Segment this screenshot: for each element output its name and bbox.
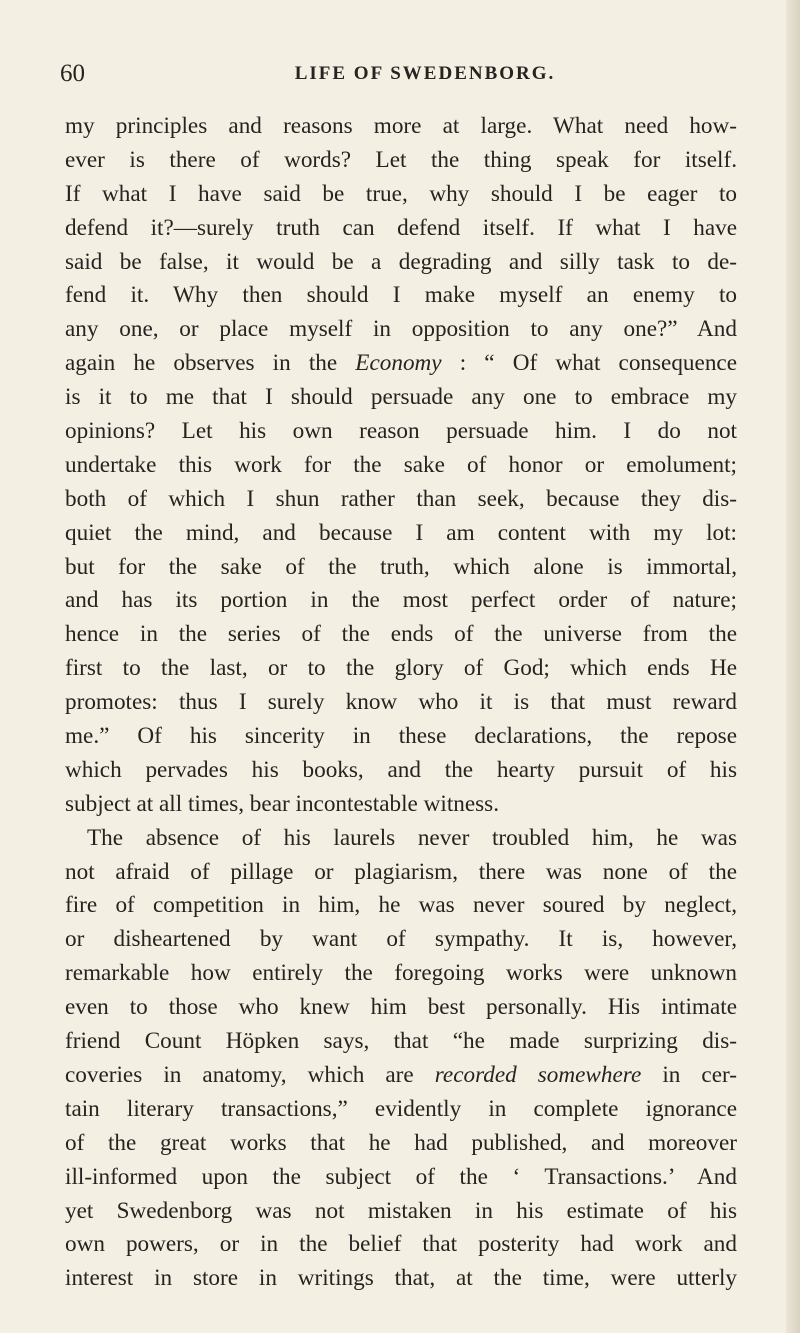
page-edge [786, 0, 800, 1333]
text-line: own powers, or in the belief that posterity had work and [65, 1231, 737, 1258]
line-segment: coveries in anatomy, which are [65, 1061, 435, 1088]
text-line: ill-informed upon the subject of the ‘ Transactions.’ And [65, 1163, 737, 1190]
text-line: promotes: thus I surely know who it is that must reward [65, 689, 737, 716]
italic-title: Economy [355, 350, 442, 377]
running-title: LIFE OF SWEDENBORG. [294, 63, 556, 84]
line-segment: : “ Of what consequence [441, 350, 737, 377]
text-line: interest in store in writings that, at the time, were utterly [65, 1265, 737, 1292]
text-line: both of which I shun rather than seek, because they dis- [65, 485, 737, 512]
text-line: and has its portion in the most perfect order of nature; [65, 587, 737, 614]
text-line: my principles and reasons more at large. What need how- [65, 113, 737, 139]
text-line: any one, or place myself in opposition to any one?” And [65, 316, 737, 343]
text-line [65, 1059, 737, 1093]
line-segment: in cer- [641, 1061, 737, 1088]
text-line: is it to me that I should persuade any one to embrace my [65, 384, 737, 411]
text-line: defend it?—surely truth can defend itself. If what I have [65, 214, 737, 241]
text-line: opinions? Let his own reason persuade him. I do not [65, 418, 737, 445]
text-line: fire of competition in him, he was never soured by neglect, [65, 892, 737, 919]
text-line: me.” Of his sincerity in these declarations, the repose [65, 723, 737, 750]
text-line: remarkable how entirely the foregoing works were unknown [65, 960, 737, 987]
text-line: undertake this work for the sake of honor or emolument; [65, 451, 737, 478]
text-line: of the great works that he had published, and moreover [65, 1129, 737, 1156]
text-line: tain literary transactions,” evidently in complete ignorance [65, 1095, 737, 1122]
body-text [65, 110, 737, 1296]
text-line: first to the last, or to the glory of God; which ends He [65, 655, 737, 682]
text-line: or disheartened by want of sympathy. It is, however, [65, 926, 737, 953]
text-line: subject at all times, bear incontestable witness. [65, 790, 499, 817]
line-segment: again he observes in the [65, 350, 356, 377]
text-line: even to those who knew him best personally. His intimate [65, 994, 737, 1021]
text-line: If what I have said be true, why should I be eager to [65, 180, 737, 207]
italic-phrase: recorded somewhere [434, 1061, 642, 1088]
text-line: fend it. Why then should I make myself an enemy to [65, 282, 737, 309]
text-line: yet Swedenborg was not mistaken in his estimate of his [65, 1197, 737, 1224]
text-line: quiet the mind, and because I am content with my lot: [65, 519, 737, 546]
text-line: friend Count Höpken says, that “he made surprizing dis- [65, 1028, 737, 1055]
text-line: said be false, it would be a degrading and silly task to de- [65, 248, 737, 275]
text-line: not afraid of pillage or plagiarism, there was none of the [65, 858, 737, 885]
page-header [60, 56, 760, 92]
text-line: ever is there of words? Let the thing speak for itself. [65, 146, 737, 173]
text-line: but for the sake of the truth, which alone is immortal, [65, 553, 737, 580]
text-line: hence in the series of the ends of the universe from the [65, 621, 737, 648]
text-line: The absence of his laurels never troubled him, he was [87, 824, 737, 851]
text-line [65, 347, 737, 381]
page-number: 60 [60, 60, 85, 87]
text-line: which pervades his books, and the hearty pursuit of his [65, 756, 737, 783]
